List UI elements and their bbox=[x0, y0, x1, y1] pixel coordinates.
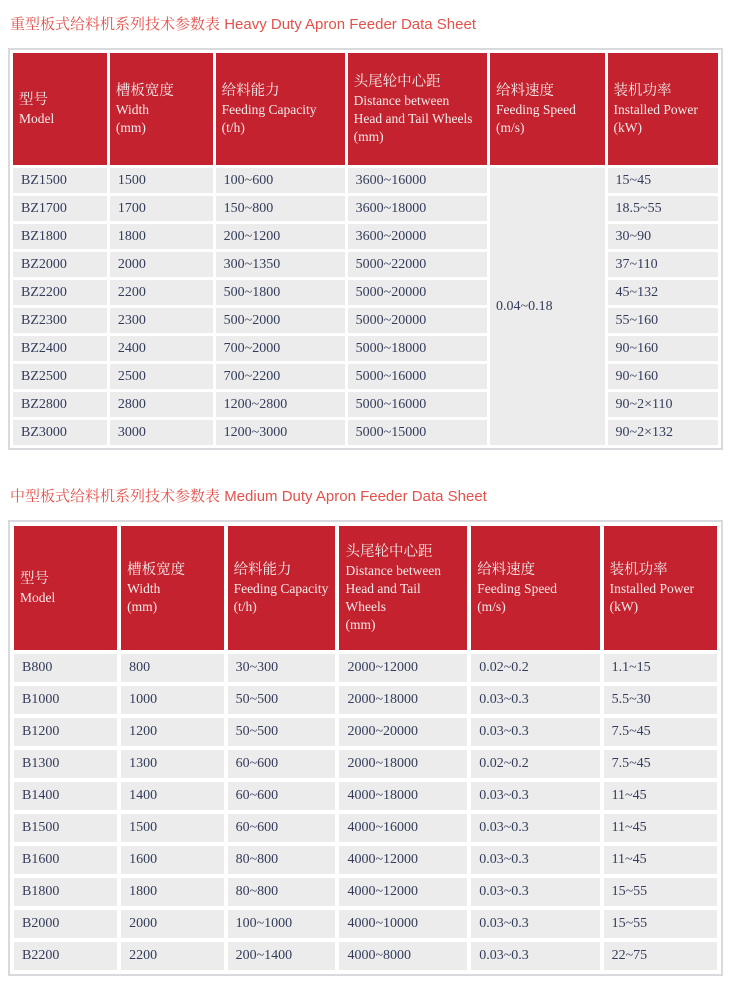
cell-wheel-distance: 5000~22000 bbox=[348, 252, 487, 277]
cell-feeding-capacity: 60~600 bbox=[228, 814, 336, 842]
cell-wheel-distance: 4000~12000 bbox=[339, 846, 467, 874]
cell-feeding-speed: 0.03~0.3 bbox=[471, 942, 599, 970]
cell-model: B1500 bbox=[14, 814, 117, 842]
table-row bbox=[14, 814, 717, 842]
header-en: Installed Power bbox=[613, 101, 698, 117]
header-zh: 头尾轮中心距 bbox=[345, 543, 433, 560]
heavy-duty-table-wrap bbox=[8, 48, 723, 450]
cell-installed-power: 90~2×110 bbox=[608, 392, 718, 417]
cell-feeding-speed: 0.02~0.2 bbox=[471, 654, 599, 682]
table-row bbox=[14, 910, 717, 938]
cell-feeding-speed: 0.03~0.3 bbox=[471, 686, 599, 714]
cell-wheel-distance: 4000~12000 bbox=[339, 878, 467, 906]
table-row bbox=[13, 280, 718, 305]
header-zh: 槽板宽度 bbox=[115, 82, 174, 99]
cell-model: BZ2800 bbox=[13, 392, 107, 417]
cell-wheel-distance: 5000~18000 bbox=[348, 336, 487, 361]
table-row bbox=[13, 252, 718, 277]
cell-width: 1500 bbox=[121, 814, 223, 842]
cell-feeding-capacity: 200~1200 bbox=[216, 224, 345, 249]
cell-width: 2800 bbox=[110, 392, 213, 417]
table-row bbox=[14, 782, 717, 810]
cell-model: BZ2000 bbox=[13, 252, 107, 277]
cell-feeding-capacity: 30~300 bbox=[228, 654, 336, 682]
cell-installed-power: 11~45 bbox=[604, 782, 717, 810]
heavy-duty-title-zh: 重型板式给料机系列技术参数表 bbox=[10, 16, 221, 33]
table-row bbox=[14, 750, 717, 778]
header-unit: (mm) bbox=[345, 616, 376, 632]
medium-duty-header-row bbox=[14, 526, 717, 650]
cell-width: 2300 bbox=[110, 308, 213, 333]
cell-installed-power: 7.5~45 bbox=[604, 718, 717, 746]
header-zh: 型号 bbox=[19, 91, 48, 108]
cell-width: 1500 bbox=[110, 168, 213, 193]
cell-wheel-distance: 3600~20000 bbox=[348, 224, 487, 249]
cell-installed-power: 45~132 bbox=[608, 280, 718, 305]
cell-installed-power: 7.5~45 bbox=[604, 750, 717, 778]
cell-wheel-distance: 5000~20000 bbox=[348, 308, 487, 333]
cell-installed-power: 11~45 bbox=[604, 846, 717, 874]
cell-feeding-capacity: 700~2000 bbox=[216, 336, 345, 361]
cell-width: 1300 bbox=[121, 750, 223, 778]
cell-feeding-speed: 0.02~0.2 bbox=[471, 750, 599, 778]
cell-model: B1200 bbox=[14, 718, 117, 746]
header-unit: (m/s) bbox=[496, 119, 525, 135]
col-header-wheel-distance bbox=[339, 526, 467, 650]
col-header-wheel-distance bbox=[348, 53, 487, 165]
cell-width: 1000 bbox=[121, 686, 223, 714]
cell-installed-power: 11~45 bbox=[604, 814, 717, 842]
table-row bbox=[14, 654, 717, 682]
cell-feeding-capacity: 500~2000 bbox=[216, 308, 345, 333]
cell-model: B1600 bbox=[14, 846, 117, 874]
table-row bbox=[13, 224, 718, 249]
cell-feeding-speed: 0.03~0.3 bbox=[471, 878, 599, 906]
cell-installed-power: 5.5~30 bbox=[604, 686, 717, 714]
cell-wheel-distance: 4000~10000 bbox=[339, 910, 467, 938]
table-row bbox=[14, 686, 717, 714]
medium-duty-title-en: Medium Duty Apron Feeder Data Sheet bbox=[224, 488, 487, 505]
cell-wheel-distance: 4000~16000 bbox=[339, 814, 467, 842]
cell-installed-power: 37~110 bbox=[608, 252, 718, 277]
col-header-installed-power bbox=[604, 526, 717, 650]
cell-model: BZ1700 bbox=[13, 196, 107, 221]
medium-duty-table bbox=[10, 522, 721, 974]
medium-duty-title-zh: 中型板式给料机系列技术参数表 bbox=[10, 488, 221, 505]
cell-feeding-speed: 0.03~0.3 bbox=[471, 910, 599, 938]
header-unit: (mm) bbox=[353, 128, 384, 144]
cell-feeding-speed: 0.03~0.3 bbox=[471, 718, 599, 746]
cell-model: B1800 bbox=[14, 878, 117, 906]
cell-wheel-distance: 3600~16000 bbox=[348, 168, 487, 193]
cell-wheel-distance: 4000~8000 bbox=[339, 942, 467, 970]
table-row bbox=[13, 420, 718, 445]
header-zh: 头尾轮中心距 bbox=[353, 73, 441, 90]
cell-feeding-capacity: 500~1800 bbox=[216, 280, 345, 305]
cell-wheel-distance: 2000~20000 bbox=[339, 718, 467, 746]
cell-width: 1200 bbox=[121, 718, 223, 746]
cell-width: 3000 bbox=[110, 420, 213, 445]
header-zh: 给料速度 bbox=[496, 82, 555, 99]
col-header-feeding-capacity bbox=[216, 53, 345, 165]
cell-feeding-capacity: 100~1000 bbox=[228, 910, 336, 938]
header-en: Feeding Speed bbox=[496, 101, 576, 117]
header-zh: 槽板宽度 bbox=[127, 561, 186, 578]
cell-model: BZ1500 bbox=[13, 168, 107, 193]
col-header-feeding-speed bbox=[490, 53, 605, 165]
header-en: Model bbox=[19, 110, 55, 126]
table-row bbox=[14, 942, 717, 970]
header-unit: (kW) bbox=[609, 598, 639, 614]
header-en: Width bbox=[127, 580, 161, 596]
cell-feeding-speed-merged: 0.04~0.18 bbox=[490, 168, 605, 445]
col-header-model bbox=[14, 526, 117, 650]
cell-width: 1800 bbox=[121, 878, 223, 906]
cell-width: 2400 bbox=[110, 336, 213, 361]
cell-installed-power: 15~45 bbox=[608, 168, 718, 193]
cell-installed-power: 1.1~15 bbox=[604, 654, 717, 682]
heavy-duty-title bbox=[10, 16, 723, 34]
table-row bbox=[14, 718, 717, 746]
cell-feeding-capacity: 80~800 bbox=[228, 878, 336, 906]
cell-feeding-speed: 0.03~0.3 bbox=[471, 782, 599, 810]
cell-model: B1300 bbox=[14, 750, 117, 778]
cell-feeding-capacity: 100~600 bbox=[216, 168, 345, 193]
medium-duty-title bbox=[10, 488, 723, 506]
cell-model: B1000 bbox=[14, 686, 117, 714]
col-header-feeding-capacity bbox=[228, 526, 336, 650]
cell-feeding-capacity: 300~1350 bbox=[216, 252, 345, 277]
heavy-duty-header-row bbox=[13, 53, 718, 165]
cell-feeding-capacity: 50~500 bbox=[228, 718, 336, 746]
cell-installed-power: 90~2×132 bbox=[608, 420, 718, 445]
cell-model: B1400 bbox=[14, 782, 117, 810]
cell-wheel-distance: 5000~16000 bbox=[348, 364, 487, 389]
cell-feeding-capacity: 1200~3000 bbox=[216, 420, 345, 445]
header-zh: 给料能力 bbox=[233, 561, 292, 578]
table-row bbox=[13, 308, 718, 333]
header-en: Width bbox=[115, 101, 150, 117]
cell-model: B800 bbox=[14, 654, 117, 682]
cell-feeding-capacity: 60~600 bbox=[228, 782, 336, 810]
header-zh: 装机功率 bbox=[613, 82, 672, 99]
header-en: Distance between Head and Tail Wheels bbox=[353, 92, 473, 126]
col-header-feeding-speed bbox=[471, 526, 599, 650]
cell-width: 2200 bbox=[110, 280, 213, 305]
header-unit: (t/h) bbox=[233, 598, 257, 614]
header-en: Feeding Capacity bbox=[233, 580, 329, 596]
table-row bbox=[13, 168, 718, 193]
header-en: Distance between Head and Tail Wheels bbox=[345, 562, 442, 614]
header-en: Feeding Capacity bbox=[221, 101, 317, 117]
cell-installed-power: 18.5~55 bbox=[608, 196, 718, 221]
col-header-width bbox=[121, 526, 223, 650]
header-unit: (mm) bbox=[127, 598, 158, 614]
table-row bbox=[13, 392, 718, 417]
cell-installed-power: 90~160 bbox=[608, 336, 718, 361]
cell-width: 2200 bbox=[121, 942, 223, 970]
heavy-duty-title-en: Heavy Duty Apron Feeder Data Sheet bbox=[224, 16, 476, 33]
cell-wheel-distance: 4000~18000 bbox=[339, 782, 467, 810]
header-en: Installed Power bbox=[609, 580, 694, 596]
cell-width: 1400 bbox=[121, 782, 223, 810]
cell-feeding-speed: 0.03~0.3 bbox=[471, 846, 599, 874]
header-unit: (mm) bbox=[115, 119, 146, 135]
cell-wheel-distance: 5000~20000 bbox=[348, 280, 487, 305]
cell-model: BZ2400 bbox=[13, 336, 107, 361]
cell-width: 1600 bbox=[121, 846, 223, 874]
header-en: Feeding Speed bbox=[477, 580, 558, 596]
table-row bbox=[13, 364, 718, 389]
header-unit: (kW) bbox=[613, 119, 643, 135]
medium-duty-table-wrap bbox=[8, 520, 723, 976]
cell-wheel-distance: 2000~18000 bbox=[339, 750, 467, 778]
cell-feeding-capacity: 50~500 bbox=[228, 686, 336, 714]
cell-installed-power: 90~160 bbox=[608, 364, 718, 389]
col-header-width bbox=[110, 53, 213, 165]
col-header-installed-power bbox=[608, 53, 718, 165]
cell-wheel-distance: 2000~12000 bbox=[339, 654, 467, 682]
table-row bbox=[14, 878, 717, 906]
cell-wheel-distance: 5000~15000 bbox=[348, 420, 487, 445]
cell-model: B2000 bbox=[14, 910, 117, 938]
cell-installed-power: 15~55 bbox=[604, 910, 717, 938]
table-row bbox=[13, 336, 718, 361]
table-row bbox=[14, 846, 717, 874]
header-en: Model bbox=[20, 589, 56, 605]
header-zh: 装机功率 bbox=[609, 561, 668, 578]
table-row bbox=[13, 196, 718, 221]
header-zh: 给料速度 bbox=[477, 561, 536, 578]
col-header-model bbox=[13, 53, 107, 165]
cell-feeding-speed: 0.03~0.3 bbox=[471, 814, 599, 842]
cell-width: 800 bbox=[121, 654, 223, 682]
cell-feeding-capacity: 150~800 bbox=[216, 196, 345, 221]
cell-wheel-distance: 5000~16000 bbox=[348, 392, 487, 417]
cell-width: 2500 bbox=[110, 364, 213, 389]
header-unit: (m/s) bbox=[477, 598, 506, 614]
header-zh: 给料能力 bbox=[221, 82, 280, 99]
cell-feeding-capacity: 80~800 bbox=[228, 846, 336, 874]
cell-feeding-capacity: 60~600 bbox=[228, 750, 336, 778]
cell-width: 2000 bbox=[110, 252, 213, 277]
header-unit: (t/h) bbox=[221, 119, 245, 135]
cell-model: BZ3000 bbox=[13, 420, 107, 445]
cell-installed-power: 30~90 bbox=[608, 224, 718, 249]
cell-wheel-distance: 3600~18000 bbox=[348, 196, 487, 221]
cell-model: B2200 bbox=[14, 942, 117, 970]
cell-installed-power: 22~75 bbox=[604, 942, 717, 970]
cell-model: BZ1800 bbox=[13, 224, 107, 249]
cell-width: 2000 bbox=[121, 910, 223, 938]
cell-model: BZ2300 bbox=[13, 308, 107, 333]
cell-width: 1800 bbox=[110, 224, 213, 249]
header-zh: 型号 bbox=[20, 570, 49, 587]
cell-width: 1700 bbox=[110, 196, 213, 221]
cell-model: BZ2500 bbox=[13, 364, 107, 389]
cell-installed-power: 15~55 bbox=[604, 878, 717, 906]
cell-feeding-capacity: 1200~2800 bbox=[216, 392, 345, 417]
cell-feeding-capacity: 700~2200 bbox=[216, 364, 345, 389]
cell-feeding-capacity: 200~1400 bbox=[228, 942, 336, 970]
cell-installed-power: 55~160 bbox=[608, 308, 718, 333]
cell-wheel-distance: 2000~18000 bbox=[339, 686, 467, 714]
cell-model: BZ2200 bbox=[13, 280, 107, 305]
heavy-duty-table bbox=[10, 50, 721, 448]
